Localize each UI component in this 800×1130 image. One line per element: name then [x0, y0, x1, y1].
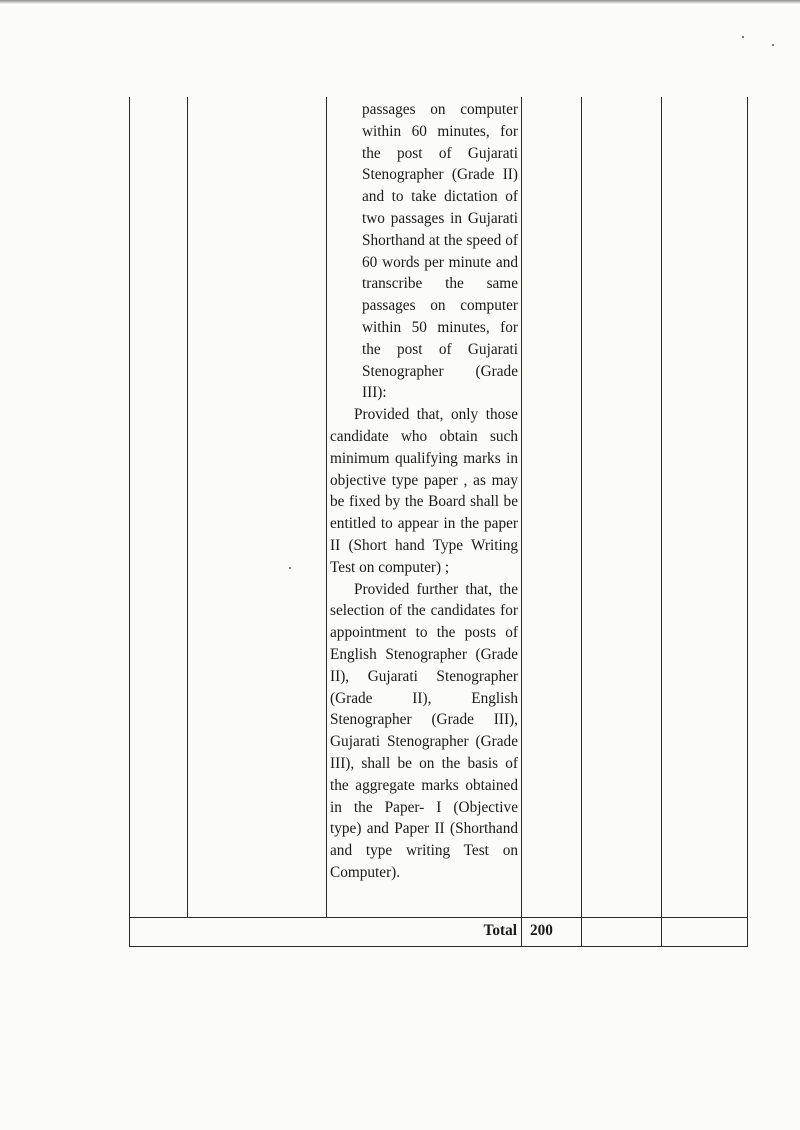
row-divider: [129, 917, 748, 918]
provisions-cell: [330, 99, 518, 884]
paragraph-continuation: passages on computer within 60 minutes, for the post of Gujarati Stenographer (Grade II) and to take dictation of two passages in Gujarati Shorthand at the speed of 60 words per minute and transcribe the same passages on computer within 50 minutes, for the post of Gujarati Stenographer (Grade III):: [362, 101, 518, 402]
paragraph-proviso-1: Provided that, only those candidate who obtain such minimum qualifying marks in objective type paper , as may be fixed by the Board shall be entitled to appear in the paper II (Short hand Type Writing Test on computer) ;: [330, 406, 518, 576]
column-divider: [521, 97, 522, 947]
table-border-right: [747, 97, 748, 947]
column-divider: [326, 97, 327, 917]
total-value: 200: [530, 922, 553, 939]
table-border-left: [129, 97, 130, 947]
column-divider: [661, 97, 662, 947]
column-divider: [581, 97, 582, 947]
column-divider: [187, 97, 188, 917]
scan-speck: [772, 44, 774, 46]
scan-edge: [0, 0, 800, 4]
table-border-bottom: [129, 946, 748, 947]
paragraph-proviso-2: Provided further that, the selection of the candidates for appointment to the posts of English Stenographer (Grade II), Gujarati Stenographer (Grade II), English Stenographer (Grade III), Gujarati Stenographer (Grade III), shall be on the basis of the aggregate marks obtained in the Paper- I (Objective type) and Paper II (Shorthand and type writing Test on Computer).: [330, 580, 518, 881]
scan-speck: [742, 36, 744, 38]
scan-speck: [289, 567, 291, 569]
total-label: Total: [483, 922, 517, 939]
